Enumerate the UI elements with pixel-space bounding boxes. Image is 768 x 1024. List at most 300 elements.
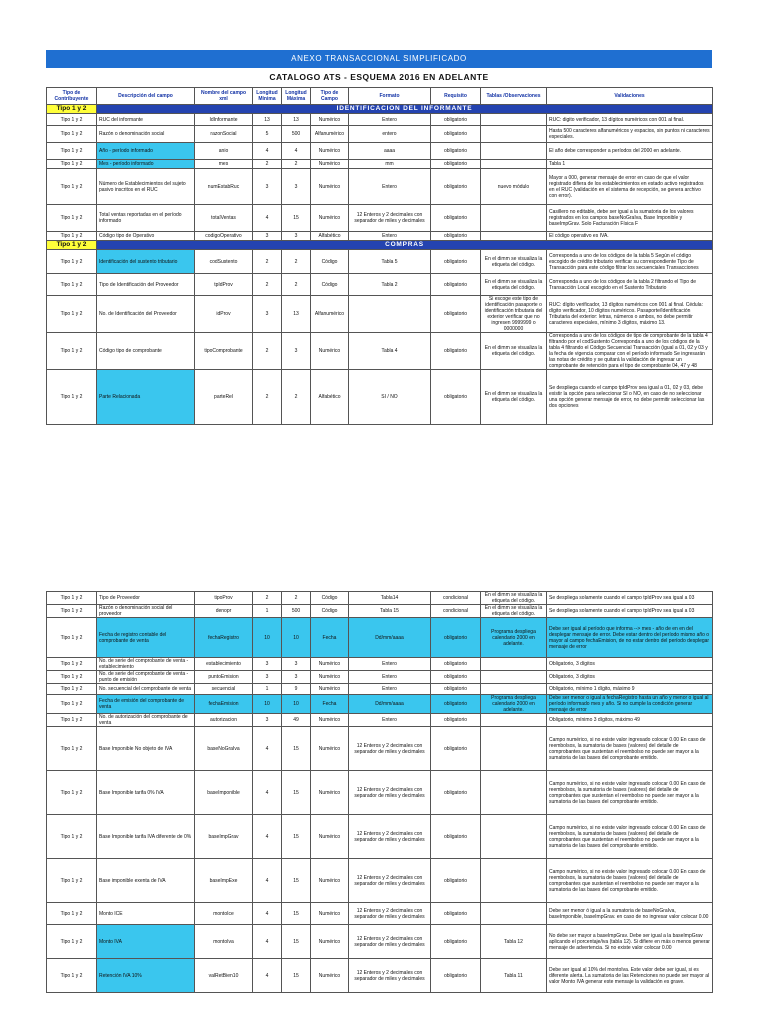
- cell-longitud-max: 10: [282, 695, 311, 714]
- cell-nombre-xml: totalVentas: [195, 205, 253, 232]
- cell-longitud-min: 2: [253, 274, 282, 296]
- cell-tipo-campo: Alfanumérico: [311, 296, 349, 333]
- cell-longitud-min: 2: [253, 250, 282, 274]
- cell-tipo: Tipo 1 y 2: [47, 959, 97, 993]
- table-row: [47, 618, 713, 658]
- cell-formato: 12 Enteros y 2 decimales con separador de miles y decimales: [349, 925, 431, 959]
- cell-observaciones: [481, 727, 547, 771]
- cell-observaciones: Programa despliega calendario 2000 en adelante.: [481, 695, 547, 714]
- cell-descripcion: Identificación del sustento tributario: [97, 250, 195, 274]
- cell-validaciones: Campo numérico, si no existe valor ingresado colocar 0.00 En caso de reembolsos, la sumatoria de bases (valores) del detalle de comprobantes que sustentan el reembolso no puede ser mayor a la sumatoria de las bases del comprobante emitido.: [547, 727, 713, 771]
- cell-formato: Entero: [349, 714, 431, 727]
- table-row: [47, 232, 713, 241]
- table-row: [47, 205, 713, 232]
- cell-longitud-max: 3: [282, 333, 311, 370]
- cell-validaciones: Obligatorio, mínimo 1 dígito, máximo 9: [547, 684, 713, 695]
- cell-validaciones: Corresponda a uno de los códigos de tipo de comprobante de la tabla 4 filtrando por el codSustento Corresponda a uno de los códigos de la tabla 4 filtrando el Código Secuencial Transacción (igual a 01, 02 y 03 y la fecha de vigencia comparar con el período informado Se ingresarán las notas de crédito y se quitará la validación de ingresar un comprobante de retención para el tipo de comprobante 04, 47 y 48: [547, 333, 713, 370]
- cell-requisito: obligatorio: [431, 370, 481, 425]
- cell-observaciones: [481, 903, 547, 925]
- table-row: [47, 169, 713, 205]
- cell-descripcion: Base Imponible tarifa 0% IVA: [97, 771, 195, 815]
- section-title-compras: COMPRAS: [97, 241, 713, 250]
- table-row: [47, 695, 713, 714]
- cell-nombre-xml: secuencial: [195, 684, 253, 695]
- table-row: [47, 658, 713, 671]
- cell-observaciones: [481, 859, 547, 903]
- cell-requisito: obligatorio: [431, 232, 481, 241]
- cell-tipo: Tipo 1 y 2: [47, 658, 97, 671]
- cell-tipo-campo: Alfanumérico: [311, 126, 349, 143]
- cell-tipo: Tipo 1 y 2: [47, 815, 97, 859]
- cell-observaciones: En el dimm se visualiza la etiqueta del código.: [481, 592, 547, 605]
- cell-observaciones: [481, 684, 547, 695]
- cell-tipo: Tipo 1 y 2: [47, 903, 97, 925]
- cell-nombre-xml: fechaEmision: [195, 695, 253, 714]
- cell-requisito: obligatorio: [431, 658, 481, 671]
- cell-longitud-min: 5: [253, 126, 282, 143]
- cell-tipo: Tipo 1 y 2: [47, 605, 97, 618]
- cell-formato: Dd/mm/aaaa: [349, 618, 431, 658]
- cell-validaciones: No debe ser mayor a baseImpGrav. Debe ser igual a la baseImpGrav aplicando el porcentaje/iva (tabla 12). Si difiere en más o menos generar mensaje de advertencia. Si no existe valor colocar 0.00: [547, 925, 713, 959]
- cell-validaciones: Debe ser menor o igual a fechaRegistro hasta un año y menor o igual al período informado mes y año. Si no cumple la condición generar mensaje de error: [547, 695, 713, 714]
- cell-validaciones: Obligatorio, mínimo 3 dígitos, máximo 49: [547, 714, 713, 727]
- cell-observaciones: [481, 815, 547, 859]
- cell-tipo: Tipo 1 y 2: [47, 592, 97, 605]
- cell-tipo-campo: Numérico: [311, 114, 349, 126]
- cell-validaciones: Corresponda a uno de los códigos de la tabla 2 filtrando el Tipo de Transacción Local escogido en el Sustento Tributario: [547, 274, 713, 296]
- cell-longitud-max: 15: [282, 205, 311, 232]
- cell-tipo-campo: Numérico: [311, 959, 349, 993]
- cell-validaciones: RUC: digito verificador, 13 dígitos numéricos con 001 al final.: [547, 114, 713, 126]
- table-row: [47, 126, 713, 143]
- table-row: [47, 333, 713, 370]
- cell-formato: Entero: [349, 169, 431, 205]
- cell-longitud-max: 2: [282, 250, 311, 274]
- cell-longitud-min: 13: [253, 114, 282, 126]
- table-row: [47, 771, 713, 815]
- cell-formato: entero: [349, 126, 431, 143]
- cell-observaciones: Tabla 12: [481, 925, 547, 959]
- cell-descripcion: Razón o denominación social del proveedor: [97, 605, 195, 618]
- cell-longitud-max: 15: [282, 815, 311, 859]
- cell-nombre-xml: baseImpExe: [195, 859, 253, 903]
- cell-longitud-min: 3: [253, 658, 282, 671]
- cell-nombre-xml: baseNoGraIva: [195, 727, 253, 771]
- cell-descripcion: No. de Identificación del Proveedor: [97, 296, 195, 333]
- cell-requisito: obligatorio: [431, 925, 481, 959]
- cell-nombre-xml: razonSocial: [195, 126, 253, 143]
- cell-tipo: Tipo 1 y 2: [47, 274, 97, 296]
- section-row-compras: [47, 241, 713, 250]
- document-subtitle: CATALOGO ATS - ESQUEMA 2016 EN ADELANTE: [269, 72, 489, 82]
- table-row: [47, 903, 713, 925]
- cell-requisito: obligatorio: [431, 114, 481, 126]
- cell-longitud-max: 15: [282, 727, 311, 771]
- header-requisito: Requisito: [431, 88, 481, 105]
- cell-descripcion: Tipo de Proveedor: [97, 592, 195, 605]
- cell-observaciones: nuevo módulo: [481, 169, 547, 205]
- cell-tipo: Tipo 1 y 2: [47, 671, 97, 684]
- cell-requisito: condicional: [431, 605, 481, 618]
- cell-tipo: Tipo 1 y 2: [47, 333, 97, 370]
- cell-longitud-min: 3: [253, 169, 282, 205]
- cell-descripcion: Monto IVA: [97, 925, 195, 959]
- cell-longitud-min: 2: [253, 592, 282, 605]
- cell-formato: mm: [349, 160, 431, 169]
- cell-longitud-min: 4: [253, 903, 282, 925]
- header-tablas-obs: Tablas /Observaciones: [481, 88, 547, 105]
- cell-validaciones: Se despliega cuando el campo tpIdProv sea igual a 01, 02 y 03, debe existir la opción para seleccionar SI o NO, en caso de no seleccionar una opción generar mensaje de error, no debe permitir seleccionar las dos opciones: [547, 370, 713, 425]
- cell-observaciones: En el dimm se visualiza la etiqueta del código.: [481, 274, 547, 296]
- cell-tipo: Tipo 1 y 2: [47, 143, 97, 160]
- cell-nombre-xml: mes: [195, 160, 253, 169]
- cell-formato: Entero: [349, 684, 431, 695]
- cell-tipo-campo: Alfabético: [311, 232, 349, 241]
- cell-nombre-xml: denopr: [195, 605, 253, 618]
- table-row: [47, 250, 713, 274]
- table-row: [47, 727, 713, 771]
- cell-observaciones: [481, 205, 547, 232]
- cell-validaciones: Tabla 1: [547, 160, 713, 169]
- cell-tipo-campo: Alfabético: [311, 370, 349, 425]
- cell-requisito: obligatorio: [431, 903, 481, 925]
- cell-observaciones: [481, 114, 547, 126]
- section-row-informante: [47, 105, 713, 114]
- cell-observaciones: [481, 714, 547, 727]
- cell-requisito: obligatorio: [431, 714, 481, 727]
- header-longitud-max: Longitud Máxima: [282, 88, 311, 105]
- cell-validaciones: Se despliega solamente cuando el campo tpIdProv sea igual a 03: [547, 592, 713, 605]
- cell-requisito: obligatorio: [431, 684, 481, 695]
- cell-requisito: obligatorio: [431, 959, 481, 993]
- cell-longitud-max: 10: [282, 618, 311, 658]
- cell-longitud-max: 500: [282, 605, 311, 618]
- cell-longitud-min: 4: [253, 205, 282, 232]
- cell-formato: 12 Enteros y 2 decimales con separador de miles y decimales: [349, 727, 431, 771]
- cell-tipo-campo: Numérico: [311, 684, 349, 695]
- section-tipo-label: Tipo 1 y 2: [47, 105, 97, 114]
- header-tipo: Tipo de Contribuyente: [47, 88, 97, 105]
- cell-longitud-max: 49: [282, 714, 311, 727]
- table-row: [47, 605, 713, 618]
- cell-tipo: Tipo 1 y 2: [47, 859, 97, 903]
- cell-tipo-campo: Código: [311, 605, 349, 618]
- cell-longitud-max: 500: [282, 126, 311, 143]
- cell-longitud-max: 9: [282, 684, 311, 695]
- cell-observaciones: Tabla 11: [481, 959, 547, 993]
- cell-observaciones: [481, 160, 547, 169]
- cell-descripcion: Total ventas reportadas en el período informado: [97, 205, 195, 232]
- cell-tipo: Tipo 1 y 2: [47, 169, 97, 205]
- cell-nombre-xml: montoIva: [195, 925, 253, 959]
- cell-tipo: Tipo 1 y 2: [47, 684, 97, 695]
- cell-requisito: obligatorio: [431, 205, 481, 232]
- cell-nombre-xml: tipoComprobante: [195, 333, 253, 370]
- table-row: [47, 143, 713, 160]
- cell-tipo: Tipo 1 y 2: [47, 714, 97, 727]
- cell-longitud-max: 2: [282, 592, 311, 605]
- cell-longitud-min: 10: [253, 695, 282, 714]
- cell-longitud-min: 4: [253, 727, 282, 771]
- cell-tipo-campo: Numérico: [311, 333, 349, 370]
- cell-requisito: condicional: [431, 592, 481, 605]
- cell-nombre-xml: valRetBien10: [195, 959, 253, 993]
- cell-formato: Tabla 2: [349, 274, 431, 296]
- cell-nombre-xml: tipoProv: [195, 592, 253, 605]
- cell-requisito: obligatorio: [431, 771, 481, 815]
- cell-observaciones: [481, 126, 547, 143]
- header-tipo-campo: Tipo de Campo: [311, 88, 349, 105]
- cell-longitud-min: 4: [253, 859, 282, 903]
- cell-nombre-xml: IdInformante: [195, 114, 253, 126]
- cell-formato: [349, 296, 431, 333]
- cell-nombre-xml: baseImpGrav: [195, 815, 253, 859]
- cell-formato: Tabla 4: [349, 333, 431, 370]
- cell-descripcion: Fecha de emisión del comprobante de venta: [97, 695, 195, 714]
- cell-requisito: obligatorio: [431, 859, 481, 903]
- cell-formato: Entero: [349, 658, 431, 671]
- cell-validaciones: El año debe corresponder a períodos del 2000 en adelante.: [547, 143, 713, 160]
- table-row: [47, 592, 713, 605]
- header-nombre-xml: Nombre del campo xml: [195, 88, 253, 105]
- cell-nombre-xml: numEstabRuc: [195, 169, 253, 205]
- cell-tipo-campo: Código: [311, 250, 349, 274]
- cell-descripcion: No. de autorización del comprobante de venta: [97, 714, 195, 727]
- cell-longitud-max: 15: [282, 859, 311, 903]
- cell-requisito: obligatorio: [431, 618, 481, 658]
- cell-descripcion: Monto ICE: [97, 903, 195, 925]
- cell-nombre-xml: puntoEmision: [195, 671, 253, 684]
- cell-tipo-campo: Numérico: [311, 169, 349, 205]
- cell-tipo: Tipo 1 y 2: [47, 771, 97, 815]
- cell-tipo: Tipo 1 y 2: [47, 695, 97, 714]
- cell-observaciones: En el dimm se visualiza la etiqueta del código.: [481, 605, 547, 618]
- cell-longitud-min: 4: [253, 815, 282, 859]
- cell-tipo-campo: Código: [311, 274, 349, 296]
- cell-requisito: obligatorio: [431, 333, 481, 370]
- cell-longitud-min: 1: [253, 684, 282, 695]
- cell-longitud-max: 3: [282, 169, 311, 205]
- cell-longitud-max: 2: [282, 370, 311, 425]
- cell-longitud-min: 3: [253, 232, 282, 241]
- cell-longitud-min: 4: [253, 925, 282, 959]
- cell-observaciones: Si escoge este tipo de identificación pasaporte o identificación tributaria del exterior verificar que no ingresen 9999999 o 0000000: [481, 296, 547, 333]
- table-row: [47, 684, 713, 695]
- catalog-table-compras-detalle: [46, 591, 713, 993]
- cell-validaciones: Casillero no editable, debe ser igual a la sumatoria de los valores registrados en los campos baseNoGraIva, Base Imponible y baseImpGrav. Solo Facturación Física F: [547, 205, 713, 232]
- cell-validaciones: Corresponda a uno de los códigos de la tabla 5 Según el código escogido de crédito tributario verificar su correspondiente Tipo de Transacción para este código filtrar los secuenciales Transacciones: [547, 250, 713, 274]
- cell-nombre-xml: establecimiento: [195, 658, 253, 671]
- cell-tipo: Tipo 1 y 2: [47, 114, 97, 126]
- cell-tipo: Tipo 1 y 2: [47, 205, 97, 232]
- cell-observaciones: [481, 143, 547, 160]
- cell-descripcion: Mes - período informado: [97, 160, 195, 169]
- cell-requisito: obligatorio: [431, 296, 481, 333]
- cell-tipo-campo: Fecha: [311, 618, 349, 658]
- cell-longitud-max: 2: [282, 274, 311, 296]
- cell-longitud-min: 10: [253, 618, 282, 658]
- cell-requisito: obligatorio: [431, 727, 481, 771]
- cell-requisito: obligatorio: [431, 160, 481, 169]
- table-row: [47, 815, 713, 859]
- cell-longitud-min: 2: [253, 160, 282, 169]
- cell-longitud-min: 3: [253, 296, 282, 333]
- cell-formato: 12 Enteros y 2 decimales con separador de miles y decimales: [349, 903, 431, 925]
- cell-formato: Tabla14: [349, 592, 431, 605]
- cell-longitud-min: 3: [253, 714, 282, 727]
- cell-longitud-max: 3: [282, 232, 311, 241]
- cell-formato: 12 Enteros y 2 decimales con separador de miles y decimales: [349, 815, 431, 859]
- cell-longitud-min: 4: [253, 771, 282, 815]
- cell-descripcion: No. de serie del comprobante de venta - establecimiento: [97, 658, 195, 671]
- table-row: [47, 296, 713, 333]
- cell-descripcion: Parte Relacionada: [97, 370, 195, 425]
- header-formato: Formato: [349, 88, 431, 105]
- cell-longitud-max: 13: [282, 296, 311, 333]
- cell-nombre-xml: codigoOperativo: [195, 232, 253, 241]
- cell-tipo-campo: Numérico: [311, 859, 349, 903]
- cell-descripcion: Número de Establecimientos del sujeto pasivo inscritos en el RUC: [97, 169, 195, 205]
- table-row: [47, 160, 713, 169]
- cell-descripcion: Razón o denominación social: [97, 126, 195, 143]
- table-row: [47, 671, 713, 684]
- cell-validaciones: Campo numérico, si no existe valor ingresado colocar 0.00 En caso de reembolsos, la sumatoria de bases (valores) del detalle de comprobantes que sustentan el reembolso no puede ser mayor a la sumatoria de las bases del comprobante emitido.: [547, 815, 713, 859]
- cell-observaciones: En el dimm se visualiza la etiqueta del código.: [481, 370, 547, 425]
- cell-tipo-campo: Numérico: [311, 771, 349, 815]
- cell-nombre-xml: idProv: [195, 296, 253, 333]
- cell-nombre-xml: autorizacion: [195, 714, 253, 727]
- cell-tipo-campo: Fecha: [311, 695, 349, 714]
- cell-descripcion: Código tipo de Operativo: [97, 232, 195, 241]
- cell-formato: 12 Enteros y 2 decimales con separador de miles y decimales: [349, 205, 431, 232]
- cell-formato: 12 Enteros y 2 decimales con separador de miles y decimales: [349, 859, 431, 903]
- cell-validaciones: Debe ser igual al 10% del montoIva. Este valor debe ser igual, si es diferente alerta. La sumatoria de las Retenciones no puede ser mayor al valor Monto IVA generar este mensaje la validación es grave.: [547, 959, 713, 993]
- cell-longitud-min: 2: [253, 370, 282, 425]
- cell-tipo: Tipo 1 y 2: [47, 296, 97, 333]
- cell-requisito: obligatorio: [431, 274, 481, 296]
- cell-validaciones: Campo numérico, si no existe valor ingresado colocar 0.00 En caso de reembolsos, la sumatoria de bases (valores) del detalle de comprobantes que sustentan el reembolso no puede ser mayor a la sumatoria de las bases del comprobante emitido.: [547, 859, 713, 903]
- cell-tipo-campo: Numérico: [311, 143, 349, 160]
- cell-descripcion: Año - período informado: [97, 143, 195, 160]
- table-row: [47, 714, 713, 727]
- cell-tipo-campo: Numérico: [311, 160, 349, 169]
- cell-nombre-xml: montoIce: [195, 903, 253, 925]
- cell-tipo: Tipo 1 y 2: [47, 160, 97, 169]
- cell-validaciones: Se despliega solamente cuando el campo tpIdProv sea igual a 03: [547, 605, 713, 618]
- document-banner: ANEXO TRANSACCIONAL SIMPLIFICADO: [46, 50, 712, 68]
- cell-descripcion: Código tipo de comprobante: [97, 333, 195, 370]
- cell-validaciones: Obligatorio, 3 dígitos: [547, 671, 713, 684]
- cell-longitud-max: 2: [282, 160, 311, 169]
- cell-formato: Entero: [349, 671, 431, 684]
- cell-tipo: Tipo 1 y 2: [47, 250, 97, 274]
- cell-tipo-campo: Numérico: [311, 658, 349, 671]
- cell-validaciones: Obligatorio, 3 dígitos: [547, 658, 713, 671]
- cell-observaciones: [481, 658, 547, 671]
- cell-descripcion: No. secuencial del comprobante de venta: [97, 684, 195, 695]
- cell-descripcion: RUC del informante: [97, 114, 195, 126]
- cell-tipo-campo: Código: [311, 592, 349, 605]
- cell-tipo-campo: Numérico: [311, 815, 349, 859]
- header-validaciones: Validaciones: [547, 88, 713, 105]
- section-title-informante: IDENTIFICACION DEL INFORMANTE: [97, 105, 713, 114]
- cell-longitud-min: 4: [253, 959, 282, 993]
- cell-formato: Tabla 5: [349, 250, 431, 274]
- cell-nombre-xml: baseImponible: [195, 771, 253, 815]
- cell-longitud-max: 13: [282, 114, 311, 126]
- cell-validaciones: Debe ser menor ó igual a la sumatoria de baseNoGraIva, baseImponible, baseImpGrav. en caso de no ingresar valor colocar 0.00: [547, 903, 713, 925]
- cell-observaciones: En el dimm se visualiza la etiqueta del código.: [481, 250, 547, 274]
- table-row: [47, 274, 713, 296]
- section-tipo-label: Tipo 1 y 2: [47, 241, 97, 250]
- cell-observaciones: En el dimm se visualiza la etiqueta del código.: [481, 333, 547, 370]
- cell-validaciones: Campo numérico, si no existe valor ingresado colocar 0.00 En caso de reembolsos, la sumatoria de bases (valores) del detalle de comprobantes que sustentan el reembolso no puede ser mayor a la sumatoria de las bases del comprobante emitido.: [547, 771, 713, 815]
- cell-tipo: Tipo 1 y 2: [47, 126, 97, 143]
- cell-formato: 12 Enteros y 2 decimales con separador de miles y decimales: [349, 959, 431, 993]
- cell-validaciones: Mayor a 000, generar mensaje de error en caso de que el valor registrado difiera de los establecimientos en estado activo registrados en el RUC (validación en el sistema de recepción, se genera archivo con error).: [547, 169, 713, 205]
- table-row: [47, 370, 713, 425]
- cell-tipo-campo: Numérico: [311, 925, 349, 959]
- cell-tipo-campo: Numérico: [311, 671, 349, 684]
- cell-longitud-max: 15: [282, 771, 311, 815]
- cell-requisito: obligatorio: [431, 671, 481, 684]
- header-longitud-min: Longitud Mínima: [253, 88, 282, 105]
- cell-formato: Tabla 15: [349, 605, 431, 618]
- header-descripcion: Descripción del campo: [97, 88, 195, 105]
- cell-descripcion: Base imponible exenta de IVA: [97, 859, 195, 903]
- cell-longitud-max: 15: [282, 903, 311, 925]
- cell-formato: Entero: [349, 114, 431, 126]
- cell-nombre-xml: anio: [195, 143, 253, 160]
- cell-formato: Entero: [349, 232, 431, 241]
- cell-formato: SI / NO: [349, 370, 431, 425]
- cell-nombre-xml: tpIdProv: [195, 274, 253, 296]
- cell-nombre-xml: parteRel: [195, 370, 253, 425]
- catalog-table-informante-compras: [46, 87, 713, 425]
- cell-tipo-campo: Numérico: [311, 714, 349, 727]
- cell-descripcion: Fecha de registro contable del comprobante de venta: [97, 618, 195, 658]
- cell-formato: aaaa: [349, 143, 431, 160]
- cell-observaciones: [481, 671, 547, 684]
- cell-descripcion: Retención IVA 10%: [97, 959, 195, 993]
- table-row: [47, 114, 713, 126]
- cell-descripcion: Base Imponible No objeto de IVA: [97, 727, 195, 771]
- cell-tipo: Tipo 1 y 2: [47, 727, 97, 771]
- table-row: [47, 859, 713, 903]
- cell-requisito: obligatorio: [431, 169, 481, 205]
- cell-observaciones: [481, 771, 547, 815]
- cell-longitud-max: 15: [282, 959, 311, 993]
- cell-tipo: Tipo 1 y 2: [47, 925, 97, 959]
- cell-validaciones: Hasta 500 caracteres alfanuméricos y espacios, sin puntos ni caracteres especiales.: [547, 126, 713, 143]
- cell-formato: 12 Enteros y 2 decimales con separador de miles y decimales: [349, 771, 431, 815]
- cell-longitud-max: 15: [282, 925, 311, 959]
- cell-requisito: obligatorio: [431, 815, 481, 859]
- cell-longitud-min: 3: [253, 671, 282, 684]
- cell-requisito: obligatorio: [431, 250, 481, 274]
- cell-longitud-min: 4: [253, 143, 282, 160]
- cell-tipo-campo: Numérico: [311, 903, 349, 925]
- cell-validaciones: RUC: dígito verificador, 13 dígitos numéricos con 001 al final. Cédula: dígito verificador, 10 dígitos numéricos. Pasaporte/Identificación Tributaria del exterior: letras, números o ambos, no debe permitir caracteres especiales, mínimo 3 dígitos, máximo 13.: [547, 296, 713, 333]
- table-row: [47, 925, 713, 959]
- cell-longitud-min: 1: [253, 605, 282, 618]
- cell-tipo-campo: Numérico: [311, 727, 349, 771]
- table-row: [47, 959, 713, 993]
- cell-tipo-campo: Numérico: [311, 205, 349, 232]
- cell-tipo: Tipo 1 y 2: [47, 370, 97, 425]
- cell-longitud-max: 4: [282, 143, 311, 160]
- cell-observaciones: Programa despliega calendario 2000 en adelante.: [481, 618, 547, 658]
